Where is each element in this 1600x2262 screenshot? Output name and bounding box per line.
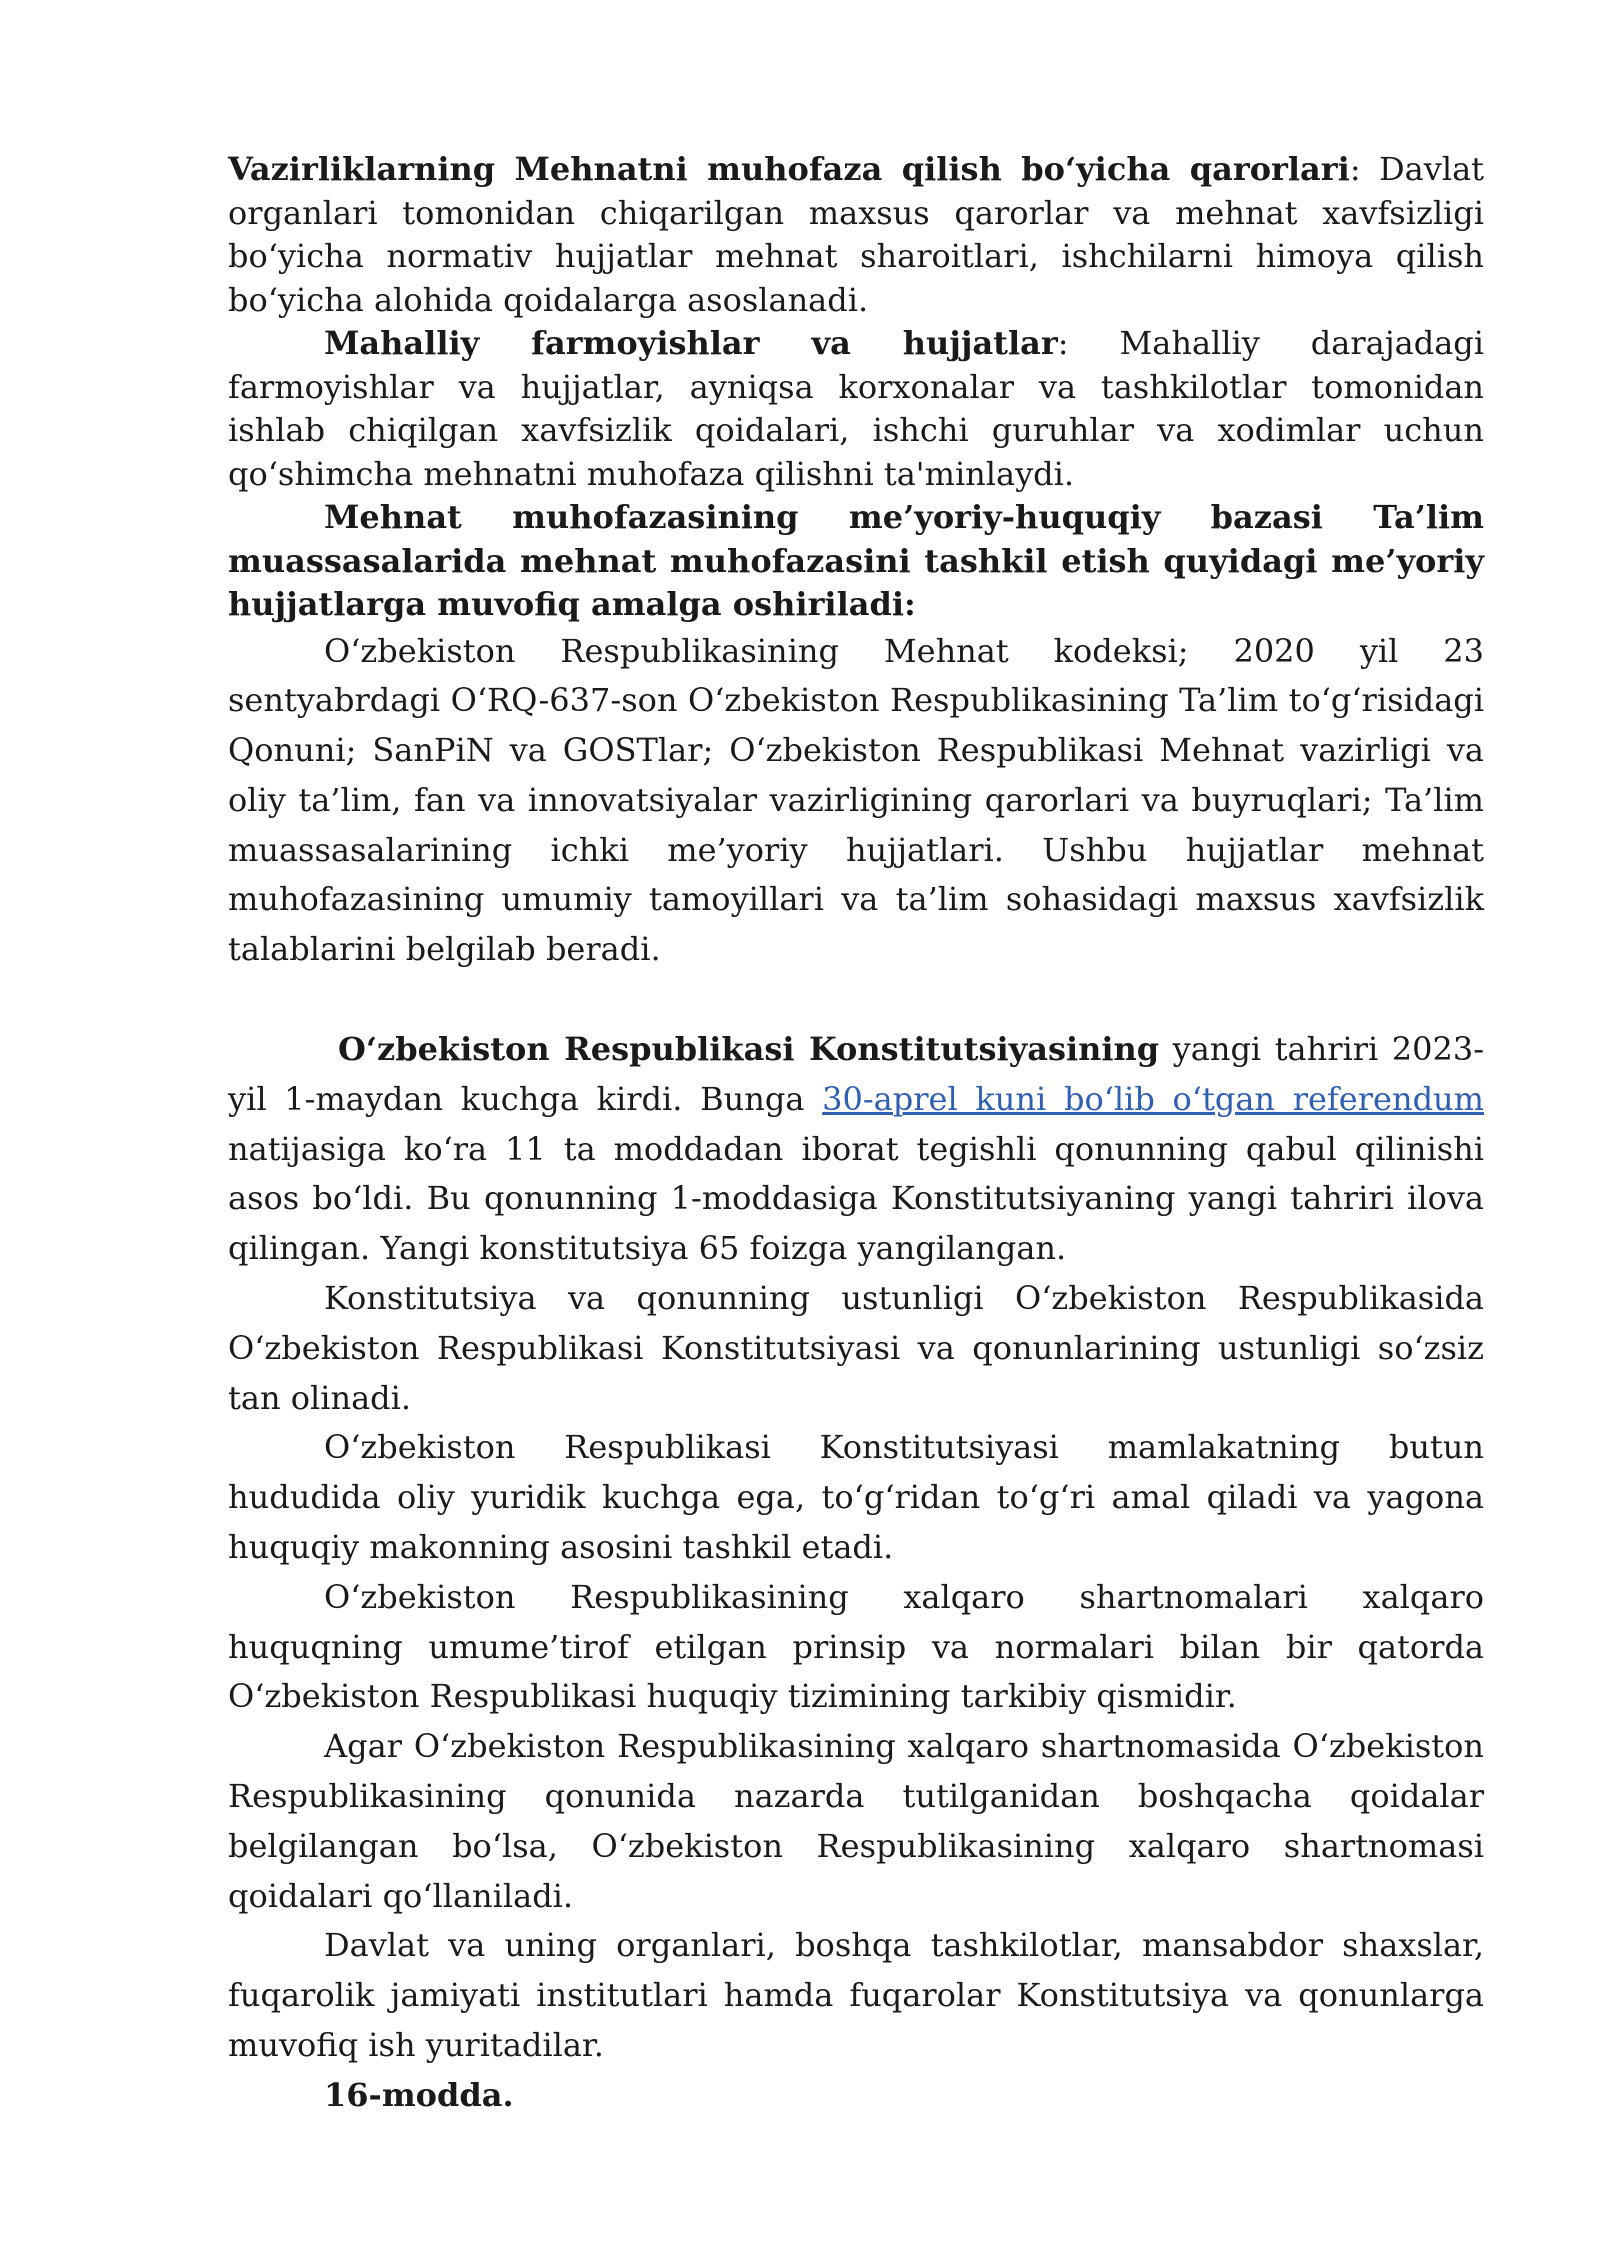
paragraph-supremacy: Konstitutsiya va qonunning ustunligi O‘zbekiston Respublikasida O‘zbekiston Respublikasi Konstitutsiyasi va qonunlarining ustunligi so‘zsiz tan olinadi.	[228, 1279, 1484, 1417]
paragraph-international-treaties: O‘zbekiston Respublikasining xalqaro shartnomalari xalqaro huquqning umume’tirof etilgan prinsip va normalari bilan bir qatorda O‘zbekiston Respublikasi huquqiy tizimining tarkibiy qismidir.	[228, 1577, 1484, 1716]
text-ministry-decisions: : Davlat organlari tomonidan chiqarilgan maxsus qarorlar va mehnat xavfsizligi bo‘yicha normativ hujjatlar mehnat sharoitlari, ishchilarni himoya qilish bo‘yicha alohida qoidalarga asoslanadi.	[228, 150, 1485, 319]
article-16-heading: 16-modda.	[324, 2075, 514, 2114]
paragraph-spacer	[228, 975, 1484, 1025]
paragraph-legal-force: O‘zbekiston Respublikasi Konstitutsiyasi mamlakatning butun hududida oliy yuridik kuchga ega, to‘g‘ridan to‘g‘ri amal qiladi va yagona huquqiy makonning asosini tashkil etadi.	[228, 1428, 1484, 1567]
heading-legal-basis: Mehnat muhofazasining me’yoriy-huquqiy bazasi Ta’lim muassasalarida mehnat muhofazasini tashkil etish quyidagi me’yoriy hujjatlarga muvofiq amalga oshiriladi:	[228, 498, 1484, 623]
heading-local-orders: Mahalliy farmoyishlar va hujjatlar	[324, 324, 1058, 362]
paragraph-ministry-decisions	[228, 148, 1484, 322]
text-constitution-1: yangi tahriri 2023-yil 1-maydan kuchga kirdi. Bunga	[228, 1030, 1485, 1118]
paragraph-treaty-priority: Agar O‘zbekiston Respublikasining xalqaro shartnomasida O‘zbekiston Respublikasining qonunida nazarda tutilganidan boshqacha qoidalar belgilangan bo‘lsa, O‘zbekiston Respublikasining xalqaro shartnomasi qoidalari qo‘llaniladi.	[228, 1727, 1484, 1915]
paragraph-normative-documents: O‘zbekiston Respublikasining Mehnat kodeksi; 2020 yil 23 sentyabrdagi O‘RQ-637-son O‘zbekiston Respublikasining Ta’lim to‘g‘risidagi Qonuni; SanPiN va GOSTlar; O‘zbekiston Respublikasi Mehnat vazirligi va oliy ta’lim, fan va innovatsiyalar vazirligining qarorlari va buyruqlari; Ta’lim muassasalarining ichki me’yoriy hujjatlari. Ushbu hujjatlar mehnat muhofazasining umumiy tamoyillari va ta’lim sohasidagi maxsus xavfsizlik talablarini belgilab beradi.	[228, 631, 1484, 969]
paragraph-legal-basis	[228, 496, 1484, 627]
document-page	[228, 148, 1484, 2121]
paragraph-constitution	[228, 1025, 1484, 1274]
paragraph-state-organs: Davlat va uning organlari, boshqa tashkilotlar, mansabdor shaxslar, fuqarolik jamiyati institutlari hamda fuqarolar Konstitutsiya va qonunlarga muvofiq ish yuritadilar.	[228, 1926, 1484, 2065]
referendum-link[interactable]: 30-aprel kuni bo‘lib o‘tgan referendum	[822, 1079, 1485, 1118]
paragraph-local-orders	[228, 322, 1484, 496]
heading-ministry-decisions: Vazirliklarning Mehnatni muhofaza qilish bo‘yicha qarorlari	[228, 150, 1350, 188]
text-local-orders: : Mahalliy darajadagi farmoyishlar va hujjatlar, ayniqsa korxonalar va tashkilotlar tomonidan ishlab chiqilgan xavfsizlik qoidalari, ishchi guruhlar va xodimlar uchun qo‘shimcha mehnatni muhofaza qilishni ta'minlaydi.	[228, 324, 1485, 493]
heading-constitution: O‘zbekiston Respublikasi Konstitutsiyasining	[338, 1030, 1160, 1069]
text-constitution-2: natijasiga ko‘ra 11 ta moddadan iborat tegishli qonunning qabul qilinishi asos bo‘ldi. Bu qonunning 1-moddasiga Konstitutsiyaning yangi tahriri ilova qilingan. Yangi konstitutsiya 65 foizga yangilangan.	[228, 1129, 1484, 1268]
